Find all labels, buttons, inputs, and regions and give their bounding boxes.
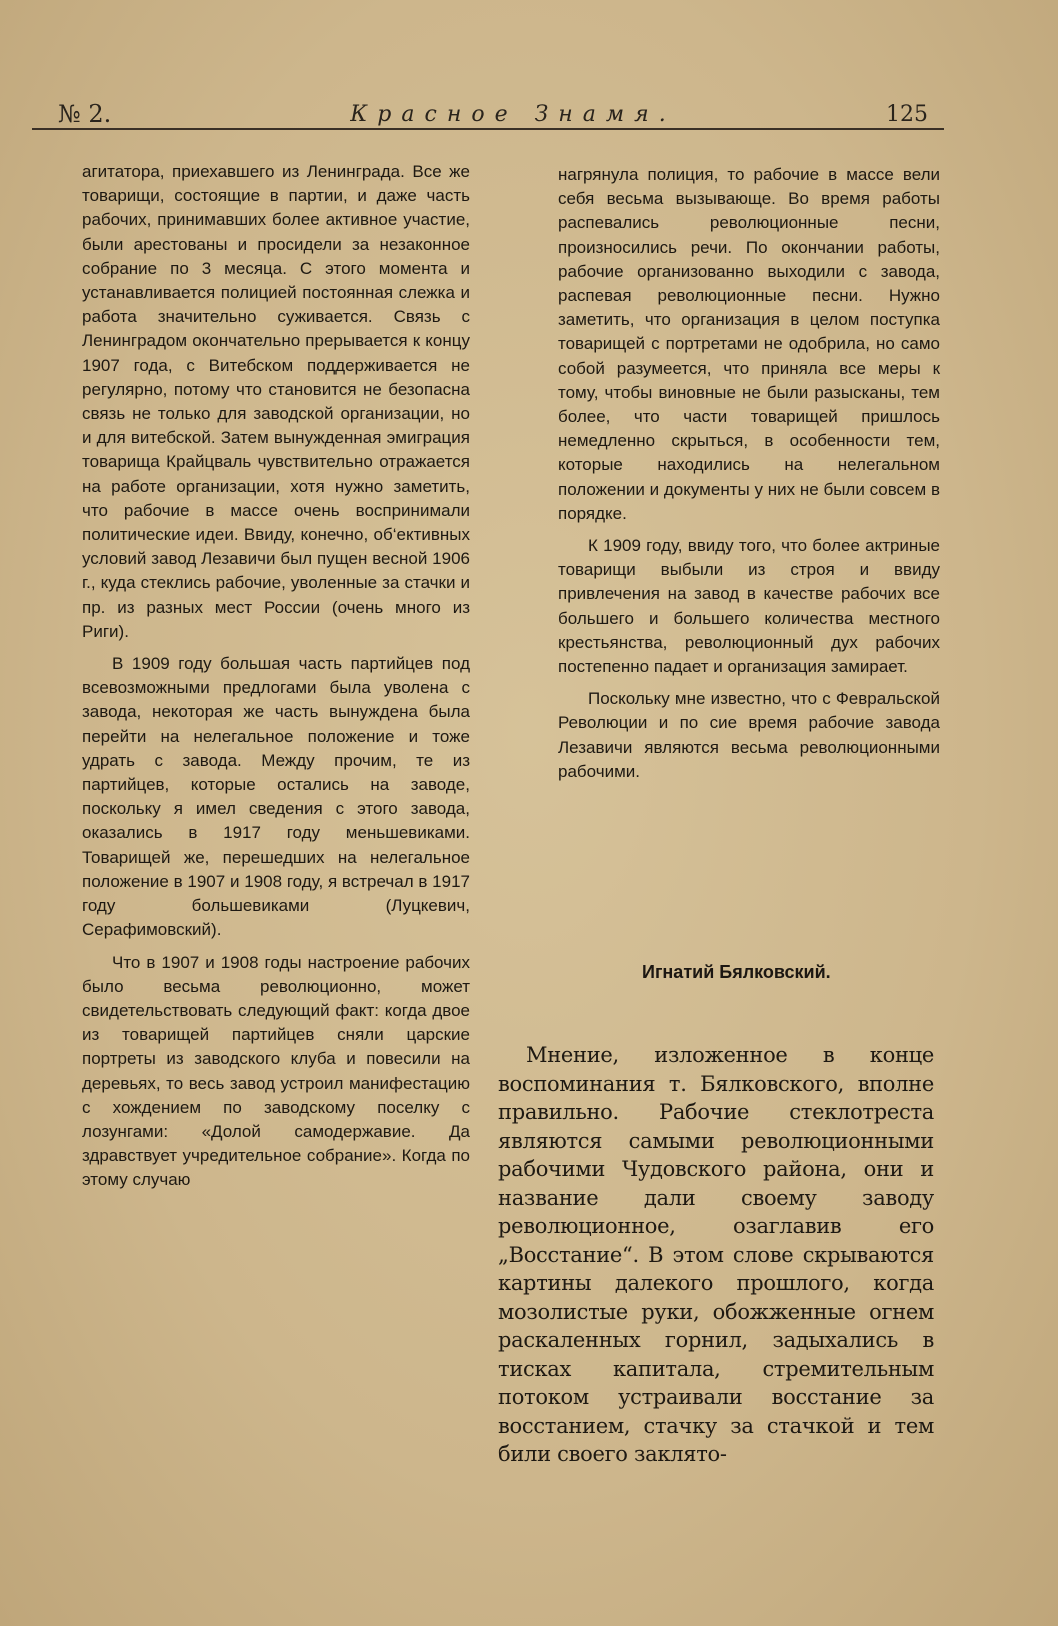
editorial-paragraph: Мнение, изложенное в конце воспоминания т. Бялковского, вполне правильно. Рабочие стеклотреста являются самыми революционными рабочими Чудовского района, они и название дали своему заводу революционное, озаглавив его „Восстание“. В этом слове скрываются картины далекого прошлого, когда мозолистые руки, обожженные огнем раскаленных горнил, задыхались в тисках капитала, стремительным потоком устраивали восстание за восстанием, стачку за стачкой и тем били своего заклято-	[498, 1043, 934, 1466]
paragraph: К 1909 году, ввиду того, что более актриные товарищи выбыли из строя и ввиду привлечения на завод в качестве рабочих все большего и большего количества местного крестьянства, революционный дух рабочих постепенно падает и организация замирает.	[558, 536, 940, 677]
paragraph: агитатора, приехавшего из Ленинграда. Все же товарищи, состоящие в партии, и даже часть рабочих, принимавших более активное участие, были арестованы и просидели за незаконное собрание по 3 месяца. С этого момента и устанавливается полицией постоянная слежка и работа значительно суживается. Связь с Ленинградом окончательно прерывается к концу 1907 года, с Витебском поддерживается не регулярно, потому что становится не безопасна связь не только для заводской организации, но и для витебской. Затем вынужденная эмиграция товарища Крайцваль чувствительно отражается на работе организации, хотя нужно заметить, что рабочие в массе очень воспринимали политические идеи. Ввиду, конечно, об‘ективных условий завод Лезавичи был пущен весной 1906 г., куда стеклись рабочие, уволенные за стачки и пр. из разных мест России (очень много из Риги).	[82, 162, 470, 641]
paragraph: Поскольку мне известно, что с Февральской Революции и по сие время рабочие завода Лезавичи являются весьма революционными рабочими.	[558, 689, 940, 781]
header-rule	[32, 128, 944, 130]
author-signature: Игнатий Бялковский.	[642, 962, 831, 982]
editorial-note	[498, 1041, 934, 1469]
paragraph: В 1909 году большая часть партийцев под всевозможными предлогами была уволена с завода, некоторая же часть вынуждена была перейти на нелегальное положение и тоже удрать с завода. Между прочим, те из партийцев, которые остались на заводе, поскольку я имел сведения с этого завода, оказались в 1917 году меньшевиками. Товарищей же, перешедших на нелегальное положение в 1907 и 1908 году, я встречал в 1917 году большевиками (Луцкевич, Серафимовский).	[82, 654, 470, 940]
paragraph: Что в 1907 и 1908 годы настроение рабочих было весьма революционно, может свидетельствовать следующий факт: когда двое из товарищей партийцев сняли царские портреты из заводского клуба и повесили на деревьях, то весь завод устроил манифестацию с хождением по заводскому поселку с лозунгами: «Долой самодержавие. Да здравствует учредительное собрание». Когда по этому случаю	[82, 952, 470, 1190]
right-column	[558, 163, 940, 784]
issue-number: № 2.	[58, 100, 112, 128]
journal-title: Красное Знамя.	[350, 102, 676, 127]
page-number: 125	[886, 102, 928, 127]
left-column	[82, 160, 470, 1193]
paragraph: нагрянула полиция, то рабочие в массе вели себя весьма вызывающе. Во время работы распевались революционные песни, произносились речи. По окончании работы, рабочие организованно выходили с завода, распевая революционные песни. Нужно заметить, что организация в целом поступка товарищей с портретами не одобрила, но само собой разумеется, что приняла все меры к тому, чтобы виновные не были разысканы, тем более, что части товарищей пришлось немедленно скрыться, в особенности тем, которые находились на нелегальном положении и документы у них не были совсем в порядке.	[558, 165, 940, 523]
